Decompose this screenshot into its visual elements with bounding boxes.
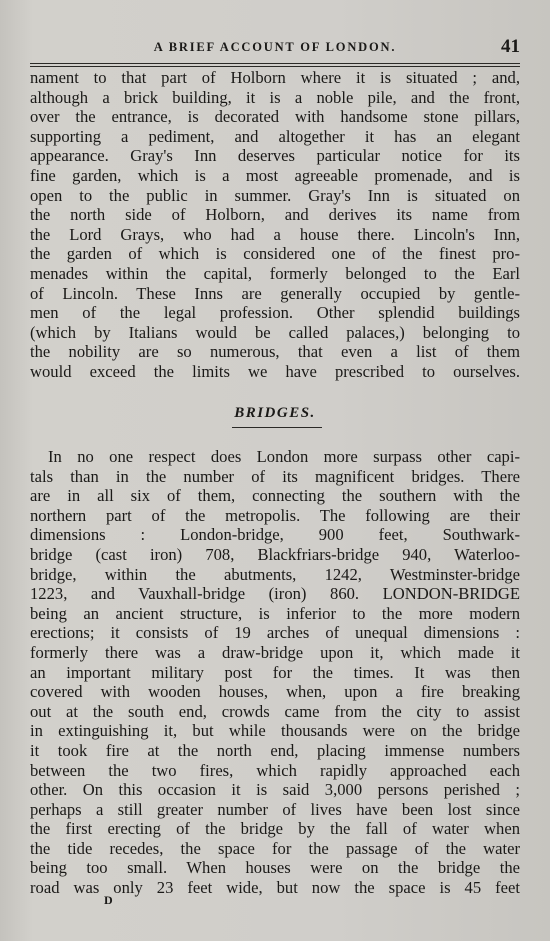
text-line: bridge, within the abutments, 1242, Westminster-bridge [30, 564, 520, 584]
text-line: an important military post for the times. It was then [30, 662, 520, 682]
text-line: fine garden, which is a most agreeable promenade, and is [30, 165, 520, 185]
text-line: supporting a pediment, and altogether it has an elegant [30, 126, 520, 146]
text-line: over the entrance, is decorated with handsome stone pillars, [30, 107, 520, 127]
text-line: erections; it consists of 19 arches of unequal dimensions : [30, 623, 520, 643]
text-line: appearance. Gray's Inn deserves particular notice for its [30, 146, 520, 166]
text-line: formerly there was a draw-bridge upon it, which made it [30, 642, 520, 662]
text-line: perhaps a still greater number of lives have been lost since [30, 799, 520, 819]
text-line: men of the legal profession. Other splendid buildings [30, 303, 520, 323]
text-line: the north side of Holborn, and derives its name from [30, 205, 520, 225]
text-line: although a brick building, it is a noble pile, and the front, [30, 87, 520, 107]
page-number: 41 [501, 36, 520, 57]
text-line: are in all six of them, connecting the southern with the [30, 486, 520, 506]
running-title: A BRIEF ACCOUNT OF LONDON. [153, 40, 397, 54]
text-line: other. On this occasion it is said 3,000 persons perished ; [30, 780, 520, 800]
text-line: open to the public in summer. Gray's Inn is situated on [30, 185, 520, 205]
text-line: the tide recedes, the space for the passage of the water [30, 838, 520, 858]
text-line: In no one respect does London more surpass other capi- [48, 447, 520, 466]
text-line: the Lord Grays, who had a house there. Lincoln's Inn, [30, 224, 520, 244]
text-line: tals than in the number of its magnificent bridges. There [30, 466, 520, 486]
text-line: nament to that part of Holborn where it is situated ; and, [30, 68, 520, 87]
text-line: (which by Italians would be called palaces,) belonging to [30, 322, 520, 342]
text-line: being an ancient structure, is inferior to the more modern [30, 603, 520, 623]
text-line: menades within the capital, formerly belonged to the Earl [30, 263, 520, 283]
text-line: between the two fires, which rapidly approached each [30, 760, 520, 780]
text-line: the garden of which is considered one of the finest pro- [30, 244, 520, 264]
section-heading-bridges: BRIDGES. [234, 405, 316, 421]
text-line: bridge (cast iron) 708, Blackfriars-bridge 940, Waterloo- [30, 544, 520, 564]
text-line: northern part of the metropolis. The following are their [30, 505, 520, 525]
section-heading-rule [232, 427, 322, 428]
signature-mark: D [104, 893, 113, 907]
running-head [30, 36, 520, 62]
text-line: dimensions : London-bridge, 900 feet, Southwark- [30, 525, 520, 545]
text-line: out at the south end, crowds came from the city to assist [30, 701, 520, 721]
text-line: in extinguishing it, but while thousands were on the bridge [30, 721, 520, 741]
text-line: would exceed the limits we have prescribed to ourselves. [30, 361, 520, 381]
text-line: the first erecting of the bridge by the fall of water when [30, 819, 520, 839]
header-rule [30, 63, 520, 67]
text-line: road was only 23 feet wide, but now the space is 45 feet [30, 878, 520, 898]
text-line: it took fire at the north end, placing immense numbers [30, 740, 520, 760]
paragraph-bridges [30, 447, 520, 898]
text-line: covered with wooden houses, when, upon a fire breaking [30, 682, 520, 702]
text-line: of Lincoln. These Inns are generally occupied by gentle- [30, 283, 520, 303]
text-line: the nobility are so numerous, that even a list of them [30, 342, 520, 362]
paragraph-holborn-inns [30, 68, 520, 382]
text-line: 1223, and Vauxhall-bridge (iron) 860. LONDON-BRIDGE [30, 584, 520, 604]
text-line: being too small. When houses were on the bridge the [30, 858, 520, 878]
